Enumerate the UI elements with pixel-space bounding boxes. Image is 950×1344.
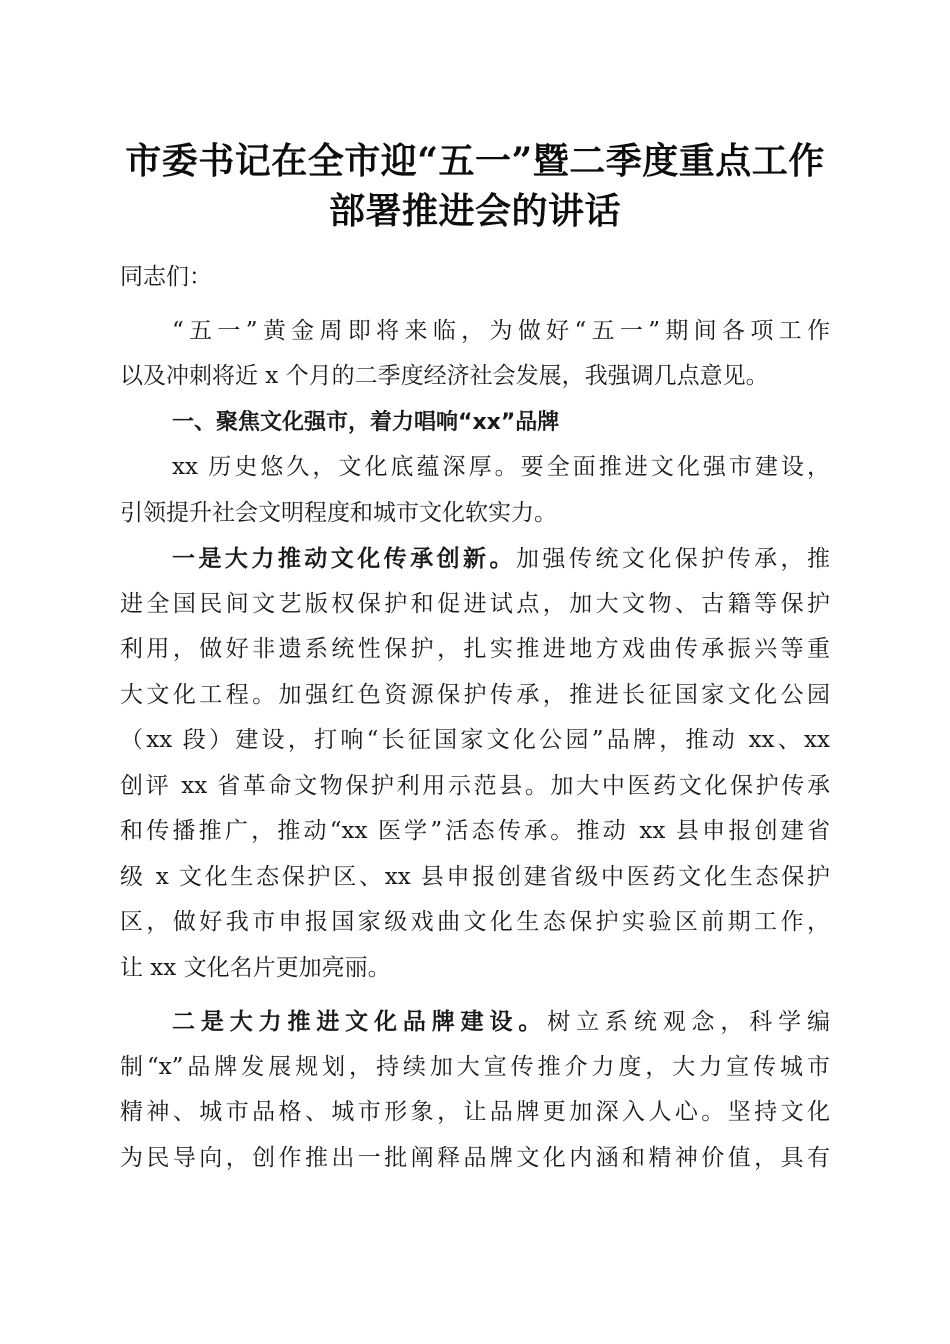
point1-line: （xx 段）建设，打响“长征国家文化公园”品牌，推动 xx、xx xyxy=(120,727,830,753)
point2-line: 精神、城市品格、城市形象，让品牌更加深入人心。坚持文化 xyxy=(120,1099,830,1125)
point1-first-rest: 加强传统文化保护传承，推 xyxy=(515,546,831,572)
point1-line: 进全国民间文艺版权保护和促进试点，加大文物、古籍等保护 xyxy=(120,590,830,617)
point2-line: 制“x”品牌发展规划，持续加大宣传推介力度，大力宣传城市 xyxy=(120,1053,830,1080)
point2-lead: 二是大力推进文化品牌建设。 xyxy=(172,1008,548,1035)
point1-first-line xyxy=(120,536,830,582)
point1-line: 级 x 文化生态保护区、xx 县申报创建省级中医药文化生态保护 xyxy=(120,863,830,890)
point1-line: 利用，做好非遗系统性保护，扎实推进地方戏曲传承振兴等重 xyxy=(120,636,830,662)
section1-intro-line-2: 引领提升社会文明程度和城市文化软实力。 xyxy=(120,499,557,526)
point1-line: 和传播推广，推动“xx 医学”活态传承。推动 xx 县申报创建省 xyxy=(120,818,830,844)
point1-lead: 一是大力推动文化传承创新。 xyxy=(172,545,516,572)
point1-line: 区，做好我市申报国家级戏曲文化生态保护实验区前期工作， xyxy=(120,909,830,935)
title-line-2: 部署推进会的讲话 xyxy=(328,190,621,232)
title-line-1: 市委书记在全市迎“五一”暨二季度重点工作 xyxy=(125,140,825,182)
point1-line: 大文化工程。加强红色资源保护传承，推进长征国家文化公园 xyxy=(120,681,830,708)
point2-line: 为民导向，创作推出一批阐释品牌文化内涵和精神价值，具有 xyxy=(120,1144,830,1171)
section-heading-1: 一、聚焦文化强市，着力唱响“xx”品牌 xyxy=(172,409,560,435)
document-title xyxy=(80,136,870,236)
salutation: 同志们： xyxy=(120,264,212,290)
intro-line-2: 以及冲刺将近 x 个月的二季度经济社会发展，我强调几点意见。 xyxy=(120,363,769,389)
point2-first-line xyxy=(120,999,830,1045)
intro-line-1: “五一”黄金周即将来临，为做好“五一”期间各项工作 xyxy=(172,317,830,344)
point1-line: 让 xx 文化名片更加亮丽。 xyxy=(120,954,391,981)
document-body xyxy=(120,255,830,1181)
point2-first-rest: 树立系统观念，科学编 xyxy=(547,1009,831,1035)
section1-intro-line-1: xx 历史悠久，文化底蕴深厚。要全面推进文化强市建设， xyxy=(172,454,830,480)
point1-line: 创评 xx 省革命文物保护利用示范县。加大中医药文化保护传承 xyxy=(120,772,830,799)
